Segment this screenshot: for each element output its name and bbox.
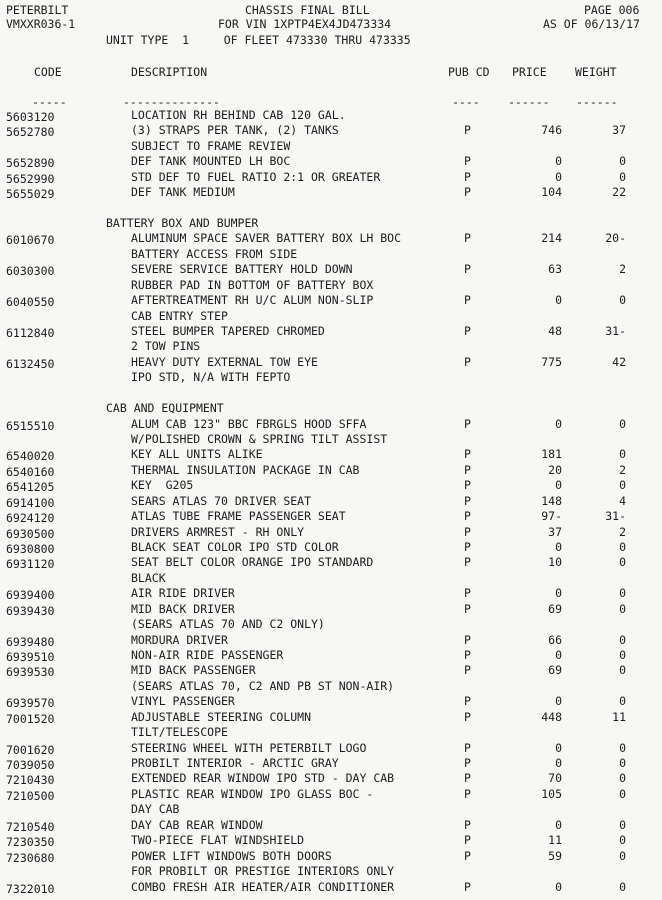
item-description: AIR RIDE DRIVER: [131, 586, 235, 600]
item-weight: 0: [619, 756, 626, 770]
item-description: STEERING WHEEL WITH PETERBILT LOGO: [131, 741, 367, 755]
item-pub-cd: P: [464, 633, 471, 647]
item-price: 59: [548, 849, 562, 863]
item-description: ADJUSTABLE STEERING COLUMN: [131, 710, 312, 724]
item-price: 11: [548, 833, 562, 847]
rule-weight: ------: [576, 95, 618, 109]
item-price: 0: [555, 880, 562, 894]
item-code: 5603120: [6, 110, 55, 124]
item-description: SEAT BELT COLOR ORANGE IPO STANDARD: [131, 555, 374, 569]
rule-description: --------------: [123, 95, 220, 109]
item-weight: 0: [619, 818, 626, 832]
item-pub-cd: P: [464, 447, 471, 461]
item-description: NON-AIR RIDE PASSENGER: [131, 648, 284, 662]
item-price: 20: [548, 463, 562, 477]
item-weight: 0: [619, 586, 626, 600]
item-price: 0: [555, 756, 562, 770]
item-description-continued: 2 TOW PINS: [131, 339, 201, 353]
item-price: 746: [541, 123, 562, 137]
item-pub-cd: P: [464, 818, 471, 832]
item-pub-cd: P: [464, 663, 471, 677]
item-code: 6931120: [6, 557, 55, 571]
item-code: 6939480: [6, 635, 55, 649]
item-description-continued: RUBBER PAD IN BOTTOM OF BATTERY BOX: [131, 278, 374, 292]
item-weight: 0: [619, 170, 626, 184]
item-price: 181: [541, 447, 562, 461]
item-pub-cd: P: [464, 602, 471, 616]
item-pub-cd: P: [464, 771, 471, 785]
item-description: EXTENDED REAR WINDOW IPO STD - DAY CAB: [131, 771, 395, 785]
item-price: 214: [541, 231, 562, 245]
item-price: 69: [548, 602, 562, 616]
item-code: 6924120: [6, 511, 55, 525]
item-description: DAY CAB REAR WINDOW: [131, 818, 263, 832]
item-description: TWO-PIECE FLAT WINDSHIELD: [131, 833, 305, 847]
item-pub-cd: P: [464, 509, 471, 523]
item-description-continued: SUBJECT TO FRAME REVIEW: [131, 139, 291, 153]
item-pub-cd: P: [464, 756, 471, 770]
item-description: ALUM CAB 123" BBC FBRGLS HOOD SFFA: [131, 417, 367, 431]
item-code: 6939570: [6, 696, 55, 710]
item-pub-cd: P: [464, 417, 471, 431]
item-code: 7210430: [6, 773, 55, 787]
item-price: 0: [555, 154, 562, 168]
col-header-description: DESCRIPTION: [131, 65, 208, 79]
unit-fleet-line: UNIT TYPE 1 OF FLEET 473330 THRU 473335: [106, 33, 411, 47]
rule-price: ------: [508, 95, 550, 109]
rule-pub-cd: ----: [452, 95, 480, 109]
item-description-continued: BLACK: [131, 571, 166, 585]
item-weight: 0: [619, 694, 626, 708]
item-code: 7001620: [6, 743, 55, 757]
item-description: ALUMINUM SPACE SAVER BATTERY BOX LH BOC: [131, 231, 402, 245]
item-weight: 2: [619, 525, 626, 539]
item-weight: 0: [619, 633, 626, 647]
item-code: 5652990: [6, 172, 55, 186]
item-price: 48: [548, 324, 562, 338]
item-code: 7210540: [6, 820, 55, 834]
col-header-pub-cd: PUB CD: [448, 65, 490, 79]
item-price: 104: [541, 185, 562, 199]
item-code: 7001520: [6, 712, 55, 726]
item-description: MID BACK PASSENGER: [131, 663, 256, 677]
item-code: 6030300: [6, 264, 55, 278]
item-code: 6914100: [6, 496, 55, 510]
item-price: 37: [548, 525, 562, 539]
col-header-weight: WEIGHT: [575, 65, 617, 79]
item-weight: 37: [612, 123, 626, 137]
item-weight: 22: [612, 185, 626, 199]
item-code: 5655029: [6, 187, 55, 201]
item-description: KEY ALL UNITS ALIKE: [131, 447, 263, 461]
item-description: AFTERTREATMENT RH U/C ALUM NON-SLIP: [131, 293, 374, 307]
item-price: 775: [541, 355, 562, 369]
item-weight: 20-: [605, 231, 626, 245]
item-price: 0: [555, 417, 562, 431]
item-description: DEF TANK MOUNTED LH BOC: [131, 154, 291, 168]
item-description: SEARS ATLAS 70 DRIVER SEAT: [131, 494, 312, 508]
item-description: KEY G205: [131, 478, 194, 492]
item-code: 6939400: [6, 588, 55, 602]
item-code: 6939430: [6, 604, 55, 618]
item-pub-cd: P: [464, 355, 471, 369]
item-weight: 0: [619, 417, 626, 431]
item-weight: 0: [619, 648, 626, 662]
item-description-continued: FOR PROBILT OR PRESTIGE INTERIORS ONLY: [131, 864, 395, 878]
item-pub-cd: P: [464, 555, 471, 569]
item-description-continued: CAB ENTRY STEP: [131, 309, 228, 323]
item-pub-cd: P: [464, 540, 471, 554]
item-pub-cd: P: [464, 463, 471, 477]
item-code: 6540020: [6, 449, 55, 463]
item-pub-cd: P: [464, 231, 471, 245]
item-price: 70: [548, 771, 562, 785]
item-pub-cd: P: [464, 262, 471, 276]
item-code: 6930500: [6, 527, 55, 541]
item-description: PROBILT INTERIOR - ARCTIC GRAY: [131, 756, 339, 770]
item-price: 66: [548, 633, 562, 647]
item-description: PLASTIC REAR WINDOW IPO GLASS BOC -: [131, 787, 374, 801]
as-of-date: AS OF 06/13/17: [543, 17, 640, 31]
item-description: VINYL PASSENGER: [131, 694, 235, 708]
item-description: MORDURA DRIVER: [131, 633, 228, 647]
item-weight: 42: [612, 355, 626, 369]
item-weight: 0: [619, 741, 626, 755]
item-weight: 0: [619, 293, 626, 307]
item-weight: 11: [612, 710, 626, 724]
item-price: 0: [555, 741, 562, 755]
report-id: VMXXR036-1: [6, 17, 76, 31]
item-weight: 0: [619, 478, 626, 492]
item-pub-cd: P: [464, 849, 471, 863]
company-name: PETERBILT: [6, 3, 69, 17]
item-code: 6939530: [6, 665, 55, 679]
section-heading: BATTERY BOX AND BUMPER: [106, 216, 259, 230]
item-pub-cd: P: [464, 324, 471, 338]
item-description-continued: TILT/TELESCOPE: [131, 725, 228, 739]
item-description: STD DEF TO FUEL RATIO 2:1 OR GREATER: [131, 170, 381, 184]
item-code: 6112840: [6, 326, 55, 340]
item-weight: 0: [619, 833, 626, 847]
item-weight: 0: [619, 602, 626, 616]
item-code: 6930800: [6, 542, 55, 556]
item-code: 6010670: [6, 233, 55, 247]
section-heading: CAB AND EQUIPMENT: [106, 401, 224, 415]
item-pub-cd: P: [464, 648, 471, 662]
report-title: CHASSIS FINAL BILL: [245, 3, 370, 17]
item-price: 0: [555, 694, 562, 708]
item-price: 0: [555, 293, 562, 307]
item-pub-cd: P: [464, 787, 471, 801]
item-description: DRIVERS ARMREST - RH ONLY: [131, 525, 305, 539]
item-pub-cd: P: [464, 710, 471, 724]
item-code: 6132450: [6, 357, 55, 371]
item-price: 0: [555, 586, 562, 600]
item-price: 0: [555, 818, 562, 832]
item-description: ATLAS TUBE FRAME PASSENGER SEAT: [131, 509, 346, 523]
item-pub-cd: P: [464, 525, 471, 539]
item-price: 448: [541, 710, 562, 724]
item-pub-cd: P: [464, 185, 471, 199]
item-description: THERMAL INSULATION PACKAGE IN CAB: [131, 463, 360, 477]
item-description-continued: W/POLISHED CROWN & SPRING TILT ASSIST: [131, 432, 388, 446]
item-weight: 0: [619, 663, 626, 677]
item-description-continued: DAY CAB: [131, 802, 180, 816]
item-price: 63: [548, 262, 562, 276]
item-description-continued: (SEARS ATLAS 70 AND C2 ONLY): [131, 617, 325, 631]
item-pub-cd: P: [464, 494, 471, 508]
item-weight: 0: [619, 849, 626, 863]
item-description-continued: (SEARS ATLAS 70, C2 AND PB ST NON-AIR): [131, 679, 395, 693]
item-pub-cd: P: [464, 293, 471, 307]
item-pub-cd: P: [464, 154, 471, 168]
item-code: 7230680: [6, 851, 55, 865]
item-description: POWER LIFT WINDOWS BOTH DOORS: [131, 849, 332, 863]
item-description: HEAVY DUTY EXTERNAL TOW EYE: [131, 355, 318, 369]
item-weight: 0: [619, 787, 626, 801]
page-number: PAGE 006: [584, 3, 640, 17]
col-header-code: CODE: [34, 65, 62, 79]
item-price: 148: [541, 494, 562, 508]
item-pub-cd: P: [464, 586, 471, 600]
item-pub-cd: P: [464, 170, 471, 184]
item-price: 10: [548, 555, 562, 569]
item-pub-cd: P: [464, 123, 471, 137]
item-pub-cd: P: [464, 833, 471, 847]
item-pub-cd: P: [464, 741, 471, 755]
rule-code: -----: [32, 95, 67, 109]
item-weight: 0: [619, 555, 626, 569]
item-weight: 0: [619, 771, 626, 785]
item-description: LOCATION RH BEHIND CAB 120 GAL.: [131, 108, 346, 122]
item-price: 0: [555, 478, 562, 492]
item-description: MID BACK DRIVER: [131, 602, 235, 616]
col-header-price: PRICE: [512, 65, 547, 79]
item-weight: 2: [619, 463, 626, 477]
item-weight: 0: [619, 880, 626, 894]
item-description: BLACK SEAT COLOR IPO STD COLOR: [131, 540, 339, 554]
item-price: 0: [555, 648, 562, 662]
item-description: STEEL BUMPER TAPERED CHROMED: [131, 324, 325, 338]
item-code: 5652780: [6, 125, 55, 139]
item-price: 69: [548, 663, 562, 677]
item-weight: 0: [619, 154, 626, 168]
item-pub-cd: P: [464, 880, 471, 894]
item-pub-cd: P: [464, 694, 471, 708]
vin-line: FOR VIN 1XPTP4EX4JD473334: [218, 17, 392, 31]
item-code: 7210500: [6, 789, 55, 803]
item-description: (3) STRAPS PER TANK, (2) TANKS: [131, 123, 339, 137]
item-code: 7230350: [6, 835, 55, 849]
item-weight: 31-: [605, 324, 626, 338]
item-weight: 0: [619, 447, 626, 461]
item-weight: 2: [619, 262, 626, 276]
item-price: 97-: [541, 509, 562, 523]
item-code: 7322010: [6, 882, 55, 896]
item-description: DEF TANK MEDIUM: [131, 185, 235, 199]
item-description: COMBO FRESH AIR HEATER/AIR CONDITIONER: [131, 880, 395, 894]
item-code: 6040550: [6, 295, 55, 309]
item-description: SEVERE SERVICE BATTERY HOLD DOWN: [131, 262, 353, 276]
item-code: 6939510: [6, 650, 55, 664]
item-code: 6541205: [6, 480, 55, 494]
item-description-continued: IPO STD, N/A WITH FEPTO: [131, 370, 291, 384]
item-weight: 31-: [605, 509, 626, 523]
item-code: 7039050: [6, 758, 55, 772]
item-price: 0: [555, 170, 562, 184]
item-description-continued: BATTERY ACCESS FROM SIDE: [131, 247, 298, 261]
item-price: 0: [555, 540, 562, 554]
item-weight: 4: [619, 494, 626, 508]
item-pub-cd: P: [464, 478, 471, 492]
item-code: 5652890: [6, 156, 55, 170]
item-price: 105: [541, 787, 562, 801]
item-code: 6540160: [6, 465, 55, 479]
item-weight: 0: [619, 540, 626, 554]
item-code: 6515510: [6, 419, 55, 433]
